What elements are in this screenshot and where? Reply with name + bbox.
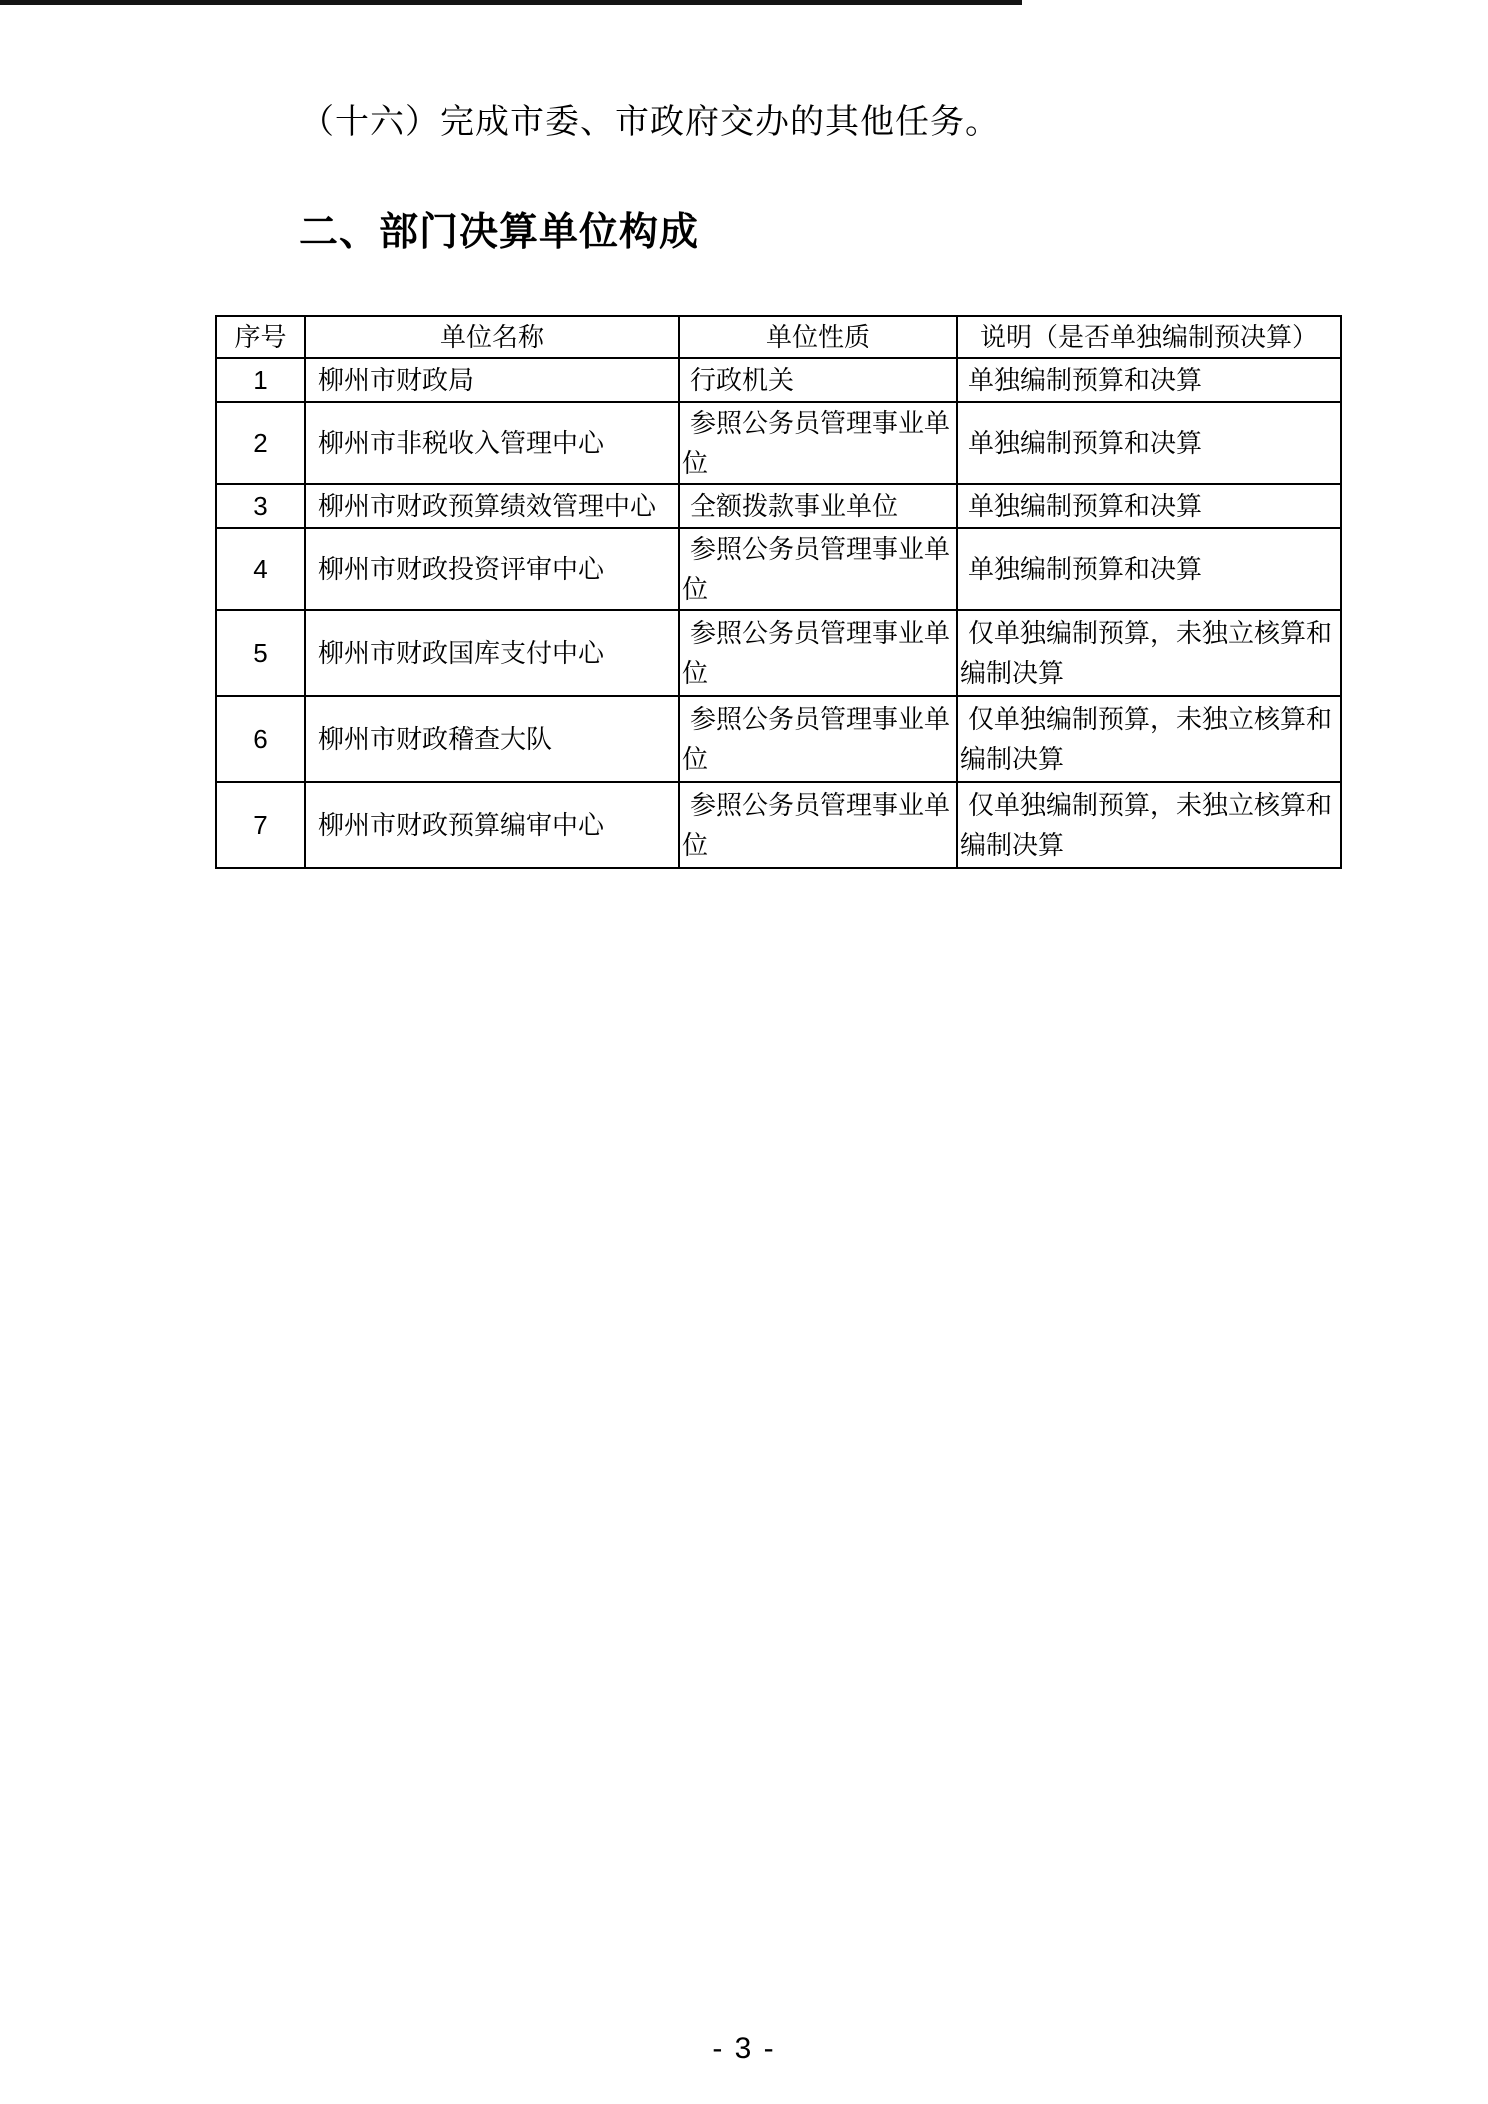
page-number: - 3 - <box>712 2032 776 2065</box>
cell-name: 柳州市财政投资评审中心 <box>305 528 679 610</box>
header-cell-name: 单位名称 <box>305 316 679 358</box>
budget-units-table <box>215 315 1342 869</box>
cell-type: 参照公务员管理事业单位 <box>679 782 957 868</box>
header-cell-no: 序号 <box>216 316 305 358</box>
cell-note: 单独编制预算和决算 <box>957 402 1341 484</box>
table-row <box>216 696 1341 782</box>
cell-no: 4 <box>216 528 305 610</box>
cell-note: 仅单独编制预算，未独立核算和编制决算 <box>957 610 1341 696</box>
cell-name: 柳州市非税收入管理中心 <box>305 402 679 484</box>
cell-type: 参照公务员管理事业单位 <box>679 610 957 696</box>
cell-no: 2 <box>216 402 305 484</box>
cell-type: 行政机关 <box>679 358 957 402</box>
cell-name: 柳州市财政局 <box>305 358 679 402</box>
cell-name: 柳州市财政稽查大队 <box>305 696 679 782</box>
cell-note: 仅单独编制预算，未独立核算和编制决算 <box>957 782 1341 868</box>
table-row <box>216 402 1341 484</box>
cell-type: 参照公务员管理事业单位 <box>679 528 957 610</box>
cell-no: 7 <box>216 782 305 868</box>
table-header-row <box>216 316 1341 358</box>
cell-name: 柳州市财政国库支付中心 <box>305 610 679 696</box>
body-paragraph: （十六）完成市委、市政府交办的其他任务。 <box>300 103 1000 141</box>
cell-type: 全额拨款事业单位 <box>679 484 957 528</box>
cell-name: 柳州市财政预算编审中心 <box>305 782 679 868</box>
header-cell-type: 单位性质 <box>679 316 957 358</box>
scan-artifact-line <box>0 0 1022 5</box>
cell-no: 5 <box>216 610 305 696</box>
cell-no: 3 <box>216 484 305 528</box>
cell-note: 单独编制预算和决算 <box>957 484 1341 528</box>
table-row <box>216 528 1341 610</box>
header-cell-note: 说明（是否单独编制预决算） <box>957 316 1341 358</box>
cell-type: 参照公务员管理事业单位 <box>679 696 957 782</box>
cell-note: 单独编制预算和决算 <box>957 358 1341 402</box>
cell-type: 参照公务员管理事业单位 <box>679 402 957 484</box>
table-row <box>216 358 1341 402</box>
cell-note: 仅单独编制预算，未独立核算和编制决算 <box>957 696 1341 782</box>
table-row <box>216 610 1341 696</box>
cell-note: 单独编制预算和决算 <box>957 528 1341 610</box>
table-row <box>216 484 1341 528</box>
cell-no: 6 <box>216 696 305 782</box>
cell-no: 1 <box>216 358 305 402</box>
section-heading: 二、部门决算单位构成 <box>299 211 700 254</box>
cell-name: 柳州市财政预算绩效管理中心 <box>305 484 679 528</box>
table-row <box>216 782 1341 868</box>
